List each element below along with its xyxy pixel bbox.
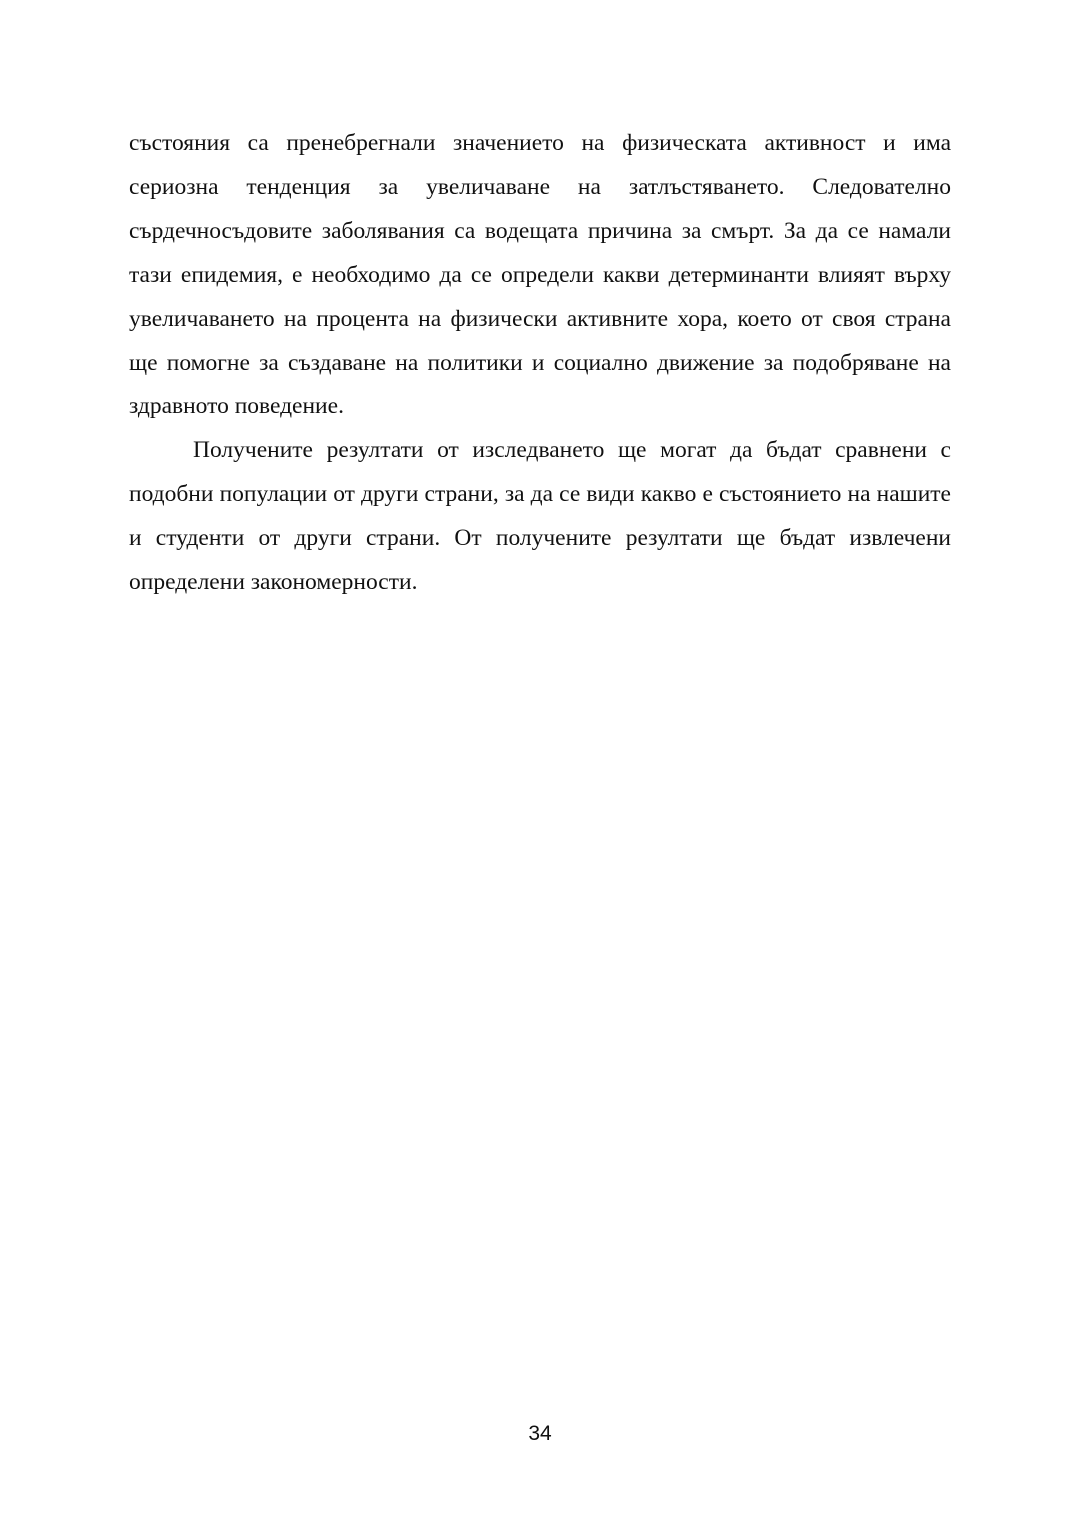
page-number: 34 — [528, 1422, 552, 1445]
body-text — [129, 122, 951, 605]
paragraph-continuation: състояния са пренебрегнали значението на физическата активност и има сериозна тенденция за увеличаване на затлъстяването. Следователно сърдечносъдовите заболявания са водещата причина за смърт. За да се намали тази епидемия, е необходимо да се определи какви детерминанти влияят върху увеличаването на процента на физически активните хора, което от своя страна ще помогне за създаване на политики и социално движение за подобряване на здравното поведение. — [129, 130, 951, 420]
paragraph-results: Получените резултати от изследването ще могат да бъдат сравнени с подобни популации от други страни, за да се види какво е състоянието на нашите и студенти от други страни. От получените резултати ще бъдат извлечени определени закономерности. — [129, 437, 951, 596]
